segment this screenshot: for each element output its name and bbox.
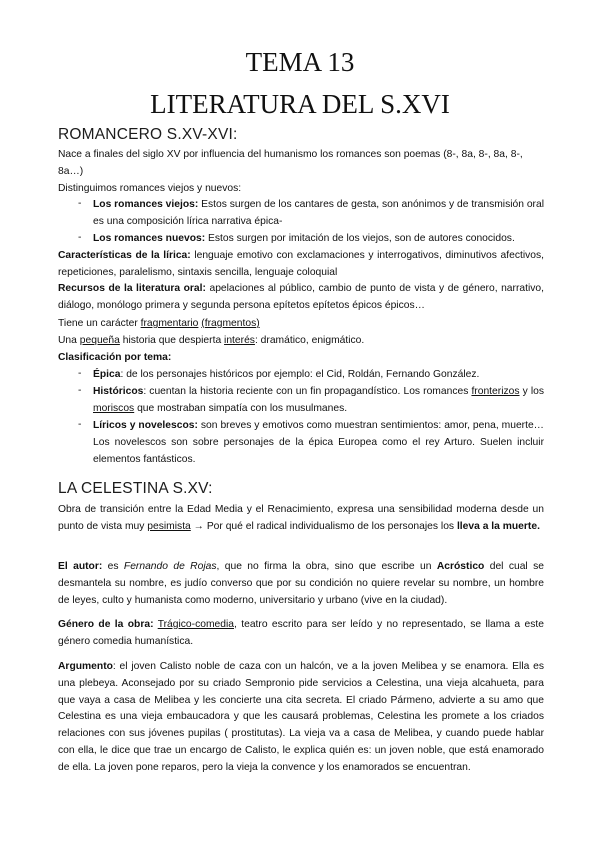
- oral-text: apelaciones al público, cambio de punto de vista y de género, narrativo, diálogo, monólogo primera y segunda persona epítetos epítetos épicos épicos…: [58, 283, 545, 311]
- hist-underlined-1: fronterizos: [471, 386, 520, 397]
- lir-label: Líricos y novelescos:: [93, 420, 198, 431]
- peq-mid: historia que despierta: [119, 335, 225, 346]
- hist-label: Históricos: [93, 386, 144, 397]
- section-heading-romancero: ROMANCERO S.XV-XVI:: [58, 126, 238, 143]
- peq-pre: Una: [58, 335, 80, 346]
- viejos-text: Estos surgen de los cantares de gesta, son anónimos y de transmisión oral es una composición lírica narrativa épica-: [93, 199, 545, 227]
- oral-paragraph: [58, 281, 544, 315]
- peq-underlined: pequeña: [79, 335, 120, 346]
- nuevos-label: Los romances nuevos:: [93, 233, 206, 244]
- bullet-marker: -: [78, 419, 82, 430]
- genero-underlined: Trágico-comedia: [157, 619, 234, 630]
- argumento-text: : el joven Calisto noble de caza con un halcón, ve a la joven Melibea y se enamora. Ella es una plebeya. Aconsejado por su criado Sempronio pide servicios a Celestina, una vieja alcahueta, para que vaya a casa de Melibea y les concierte una cita secreta. El criado Pármeno, advierte a su amo que Celestina es una vieja embaucadora y que les causará problemas, Celestina les promete a los criados relaciones con sus jóvenes pupilas ( prostitutas). La vieja va a casa de Melibea, y cuando puede hablar con ella, le dice que trae un encargo de Calisto, le explica quién es: un joven noble, que está enamorado de ella. La joven pone reparos, pero la vieja la convence y los enamorados se encuentran.: [58, 661, 544, 773]
- hist-text-1: : cuentan la historia reciente con un fin propagandístico. Los romances: [143, 386, 472, 397]
- clasif-label: Clasificación por tema:: [58, 352, 172, 363]
- fragm-pre: Tiene un carácter: [58, 318, 141, 329]
- hist-underlined-2: moriscos: [93, 402, 135, 414]
- title-line-1: TEMA 13: [245, 47, 355, 77]
- fragm-underlined-2: (fragmentos): [201, 318, 260, 329]
- autor-name: Fernando de Rojas: [123, 561, 217, 572]
- autor-label: El autor:: [58, 561, 103, 572]
- lirica-paragraph: [58, 248, 544, 282]
- hist-text-2: que mostraban simpatía con los musulmanes.: [134, 402, 348, 414]
- bullet-marker: -: [78, 198, 82, 209]
- viejos-label: Los romances viejos:: [93, 199, 199, 210]
- genero-text: , teatro escrito para ser leído y no representado, se llama a este género comedia humanística.: [58, 619, 544, 647]
- p1-text-a: Obra de transición entre la Edad Media y el Renacimiento, expresa una sensibilidad moderna desde un punto de vista muy: [58, 504, 544, 532]
- title-line-2: LITERATURA DEL S.XVI: [150, 89, 450, 119]
- autor-a: es: [102, 561, 124, 572]
- genero-paragraph: [58, 617, 544, 651]
- lirica-text: lenguaje emotivo con exclamaciones y interrogativos, diminutivos afectivos, repeticiones, paralelismo, sintaxis sencilla, lenguaje coloquial: [58, 250, 544, 278]
- p1-underlined: pesimista: [147, 520, 191, 532]
- fragm-underlined: fragmentario: [140, 318, 199, 329]
- argumento-paragraph: [58, 659, 544, 777]
- peq-post: : dramático, enigmático.: [254, 335, 365, 346]
- romancero-distinguimos: Distinguimos romances viejos y nuevos:: [58, 183, 242, 194]
- autor-paragraph: [58, 559, 544, 609]
- autor-c: del cual se desmantela su nombre, es judío converso que por su condición no quiere revelar su nombre, un hombre de leyes, culto y humanista como moderno, universitario y urbano (vive en la ciudad).: [58, 561, 544, 606]
- nuevos-text: Estos surgen por imitación de los viejos, son de autores conocidos.: [205, 233, 515, 244]
- autor-bold: Acróstico: [436, 561, 485, 572]
- lirica-label: Características de la lírica:: [58, 250, 191, 261]
- bullet-marker: -: [78, 232, 82, 243]
- list-item-viejos: [93, 197, 544, 231]
- p1-text-b: → Por qué el radical individualismo de los personajes los: [190, 520, 457, 532]
- list-item-epica: [93, 367, 544, 384]
- list-item-liricos: [93, 418, 544, 468]
- romancero-intro: Nace a finales del siglo XV por influencia del humanismo los romances son poemas (8-, 8a, 8-, 8a, 8-, 8a…): [58, 149, 523, 177]
- bullet-marker: -: [78, 385, 82, 396]
- section-heading-celestina: LA CELESTINA S.XV:: [58, 480, 213, 497]
- epica-label: Épica: [93, 369, 121, 380]
- hist-mid: y los: [519, 386, 544, 397]
- autor-b: , que no firma la obra, sino que escribe un: [216, 561, 437, 572]
- celestina-intro: [58, 502, 544, 536]
- genero-label: Género de la obra:: [58, 619, 154, 630]
- pequena-line: [58, 333, 544, 350]
- lir-text: son breves y emotivos como muestran sentimientos: amor, pena, muerte… Los novelescos son sobre personajes de la épica Europea como el rey Arturo. Suelen incluir elementos fantásticos.: [93, 420, 544, 465]
- epica-text: : de los personajes históricos por ejemplo: el Cid, Roldán, Fernando González.: [120, 369, 480, 380]
- oral-label: Recursos de la literatura oral:: [58, 283, 206, 294]
- clasificacion-heading: [58, 350, 544, 367]
- p1-bold: lleva a la muerte.: [456, 520, 540, 532]
- bullet-marker: -: [78, 368, 82, 379]
- fragmentario-line: [58, 316, 544, 333]
- argumento-label: Argumento: [58, 661, 113, 672]
- peq-underlined-2: interés: [224, 335, 255, 346]
- list-item-nuevos: [93, 231, 544, 248]
- list-item-historicos: [93, 384, 544, 418]
